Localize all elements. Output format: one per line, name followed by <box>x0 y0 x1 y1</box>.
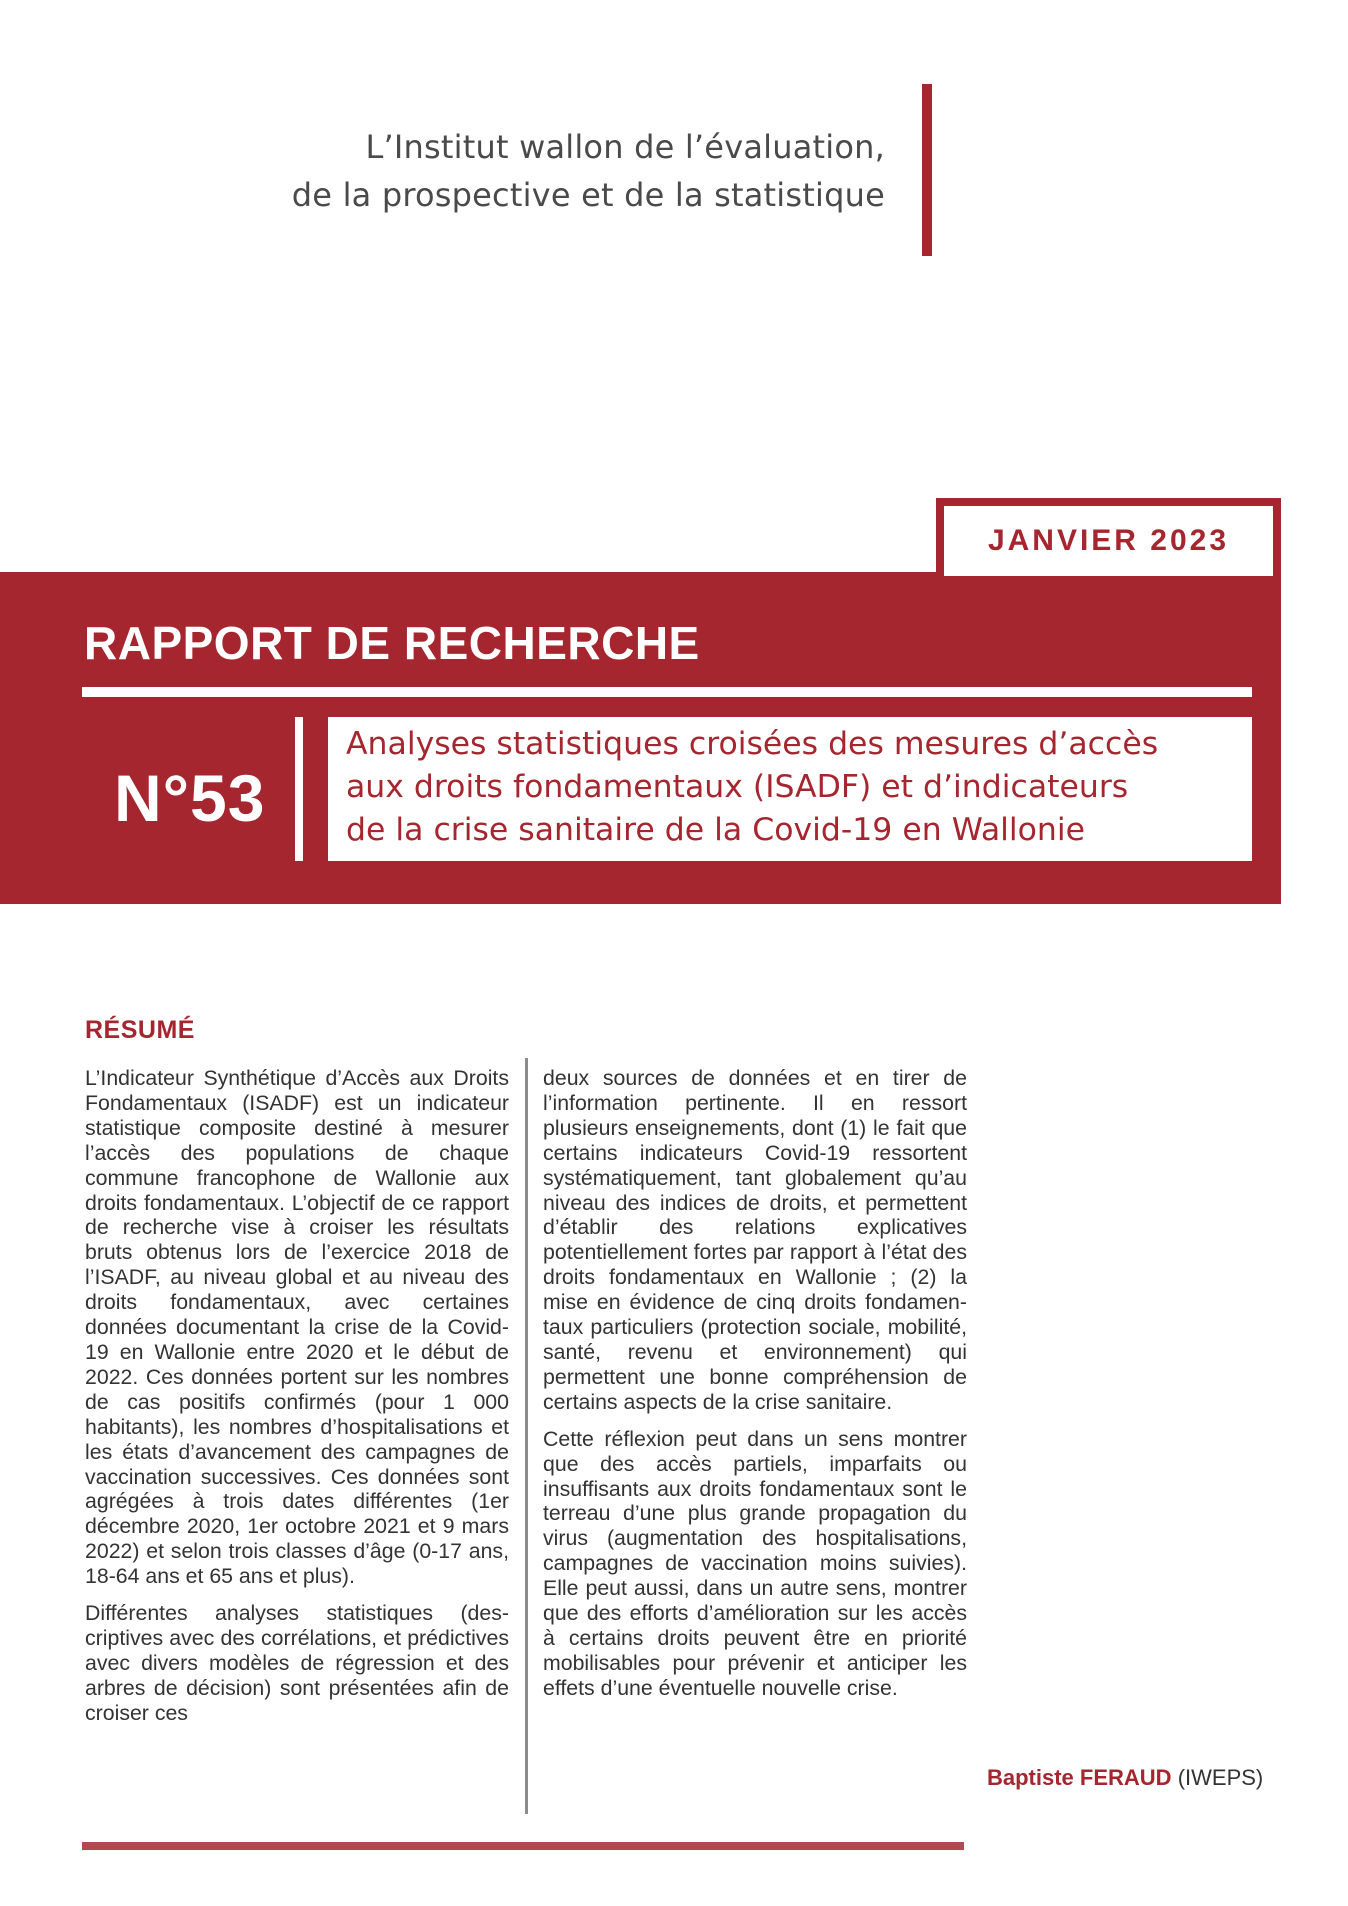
resume-paragraph: Cette réflexion peut dans un sens montrer que des accès partiels, imparfaits ou insuffisants aux droits fondamentaux sont le terreau d’une plus grande propagation du virus (augmentation des hospitalisations, campagnes de vaccination moins suivies). Elle peut aussi, dans un autre sens, montrer que des efforts d’amélioration sur les accès à certains droits peuvent être en priorité mobilisables pour prévenir et anticiper les effets d’une éventuelle nouvelle crise. <box>543 1426 967 1700</box>
resume-paragraph: L’Indicateur Synthétique d’Accès aux Droits Fondamentaux (ISADF) est un indicateur statistique composite destiné à mesurer l’accès des populations de chaque commune francophone de Wallonie aux droits fondamentaux. L’objectif de ce rapport de recherche vise à croiser les résultats bruts obtenus lors de l’exercice 2018 de l’ISADF, au niveau global et au niveau des droits fondamentaux, avec certaines données documentant la crise de la Covid-19 en Wallonie entre 2020 et le début de 2022. Ces données portent sur les nombres de cas positifs confirmés (pour 1 000 habitants), les nombres d’hospitalisations et les états d’avancement des campagnes de vaccination successives. Ces données sont agrégées à trois dates différentes (1er décembre 2020, 1er octobre 2021 et 9 mars 2022) et selon trois classes d’âge (0-17 ans, 18-64 ans et 65 ans et plus). <box>85 1066 509 1589</box>
footer-rule <box>82 1842 964 1850</box>
author-credit <box>987 1765 1263 1791</box>
report-number: N°53 <box>114 761 266 835</box>
resume-paragraph: deux sources de données et en tirer de l’information pertinente. Il en ressort plusieurs enseignements, dont (1) le fait que certains indicateurs Covid-19 ressortent systématiquement, tant globalement qu’au niveau des indices de droits, et permettent d’établir des relations explicatives potentiellement fortes par rapport à l’état des droits fondamentaux en Wallonie ; (2) la mise en évidence de cinq droits fondamentaux particuliers (protection sociale, mobilité, santé, revenu et environnement) qui permettent une bonne compréhension de certains aspects de la crise sanitaire. <box>543 1066 967 1414</box>
subtitle-line: de la crise sanitaire de la Covid-19 en Wallonie <box>346 812 1086 848</box>
report-type-title: RAPPORT DE RECHERCHE <box>84 617 700 669</box>
institute-name-line-1: L’Institut wallon de l’évaluation, <box>365 128 885 166</box>
subtitle-line: Analyses statistiques croisées des mesures d’accès <box>346 726 1159 762</box>
resume-column-right <box>543 1066 967 1713</box>
report-subtitle <box>328 717 1252 861</box>
number-divider <box>295 717 303 861</box>
resume-heading: RÉSUMÉ <box>85 1016 195 1044</box>
subtitle-line: aux droits fondamentaux (ISADF) et d’indicateurs <box>346 769 1129 805</box>
publication-date: JANVIER 2023 <box>936 498 1281 576</box>
resume-column-left <box>85 1066 509 1738</box>
resume-paragraph: Différentes analyses statistiques (descriptives avec des corrélations, et prédictives avec divers modèles de régression et des arbres de décision) sont présentées afin de croiser ces <box>85 1601 509 1725</box>
institute-name-line-2: de la prospective et de la statistique <box>291 176 885 214</box>
title-divider <box>82 687 1252 697</box>
column-divider <box>525 1058 528 1814</box>
author-affiliation: (IWEPS) <box>1177 1765 1264 1790</box>
header-accent-bar <box>922 84 932 256</box>
author-name: Baptiste FERAUD <box>987 1765 1172 1790</box>
